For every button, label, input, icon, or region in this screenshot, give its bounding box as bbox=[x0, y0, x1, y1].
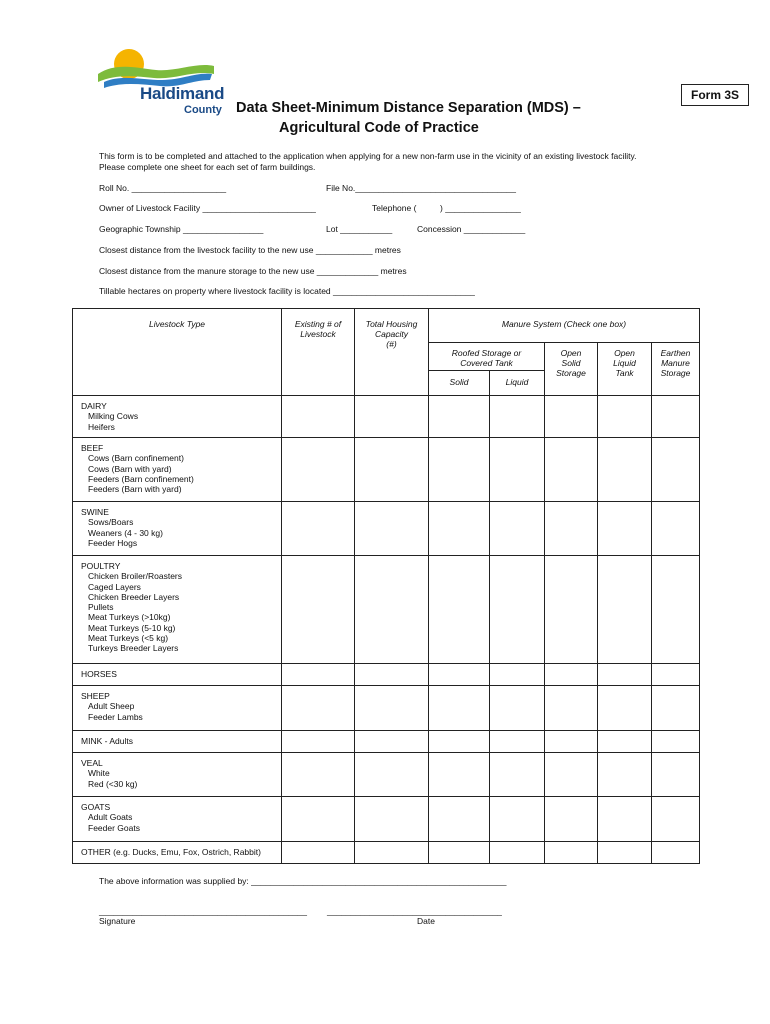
tillable-field[interactable]: Tillable hectares on property where livestock facility is located ______________________________ bbox=[99, 286, 475, 296]
housing-capacity-cell[interactable] bbox=[355, 797, 429, 842]
roofed-solid-checkbox[interactable] bbox=[429, 753, 490, 797]
livestock-subtype: Feeder Hogs bbox=[88, 537, 138, 548]
livestock-category: POULTRY bbox=[81, 561, 121, 571]
earthen-storage-checkbox[interactable] bbox=[652, 556, 700, 664]
table-row bbox=[73, 502, 700, 556]
livestock-subtype: Cows (Barn with yard) bbox=[88, 463, 172, 474]
roofed-liquid-checkbox[interactable] bbox=[490, 438, 545, 502]
open-liquid-checkbox[interactable] bbox=[598, 686, 652, 731]
table-row bbox=[73, 753, 700, 797]
page-title-line1: Data Sheet-Minimum Distance Separation (MDS) – bbox=[236, 100, 581, 116]
open-liquid-checkbox[interactable] bbox=[598, 753, 652, 797]
table-row bbox=[73, 797, 700, 842]
closest-facility-field[interactable]: Closest distance from the livestock facility to the new use ____________ metres bbox=[99, 245, 401, 255]
existing-count-cell[interactable] bbox=[282, 664, 355, 686]
livestock-category-cell bbox=[73, 438, 282, 502]
livestock-category-cell bbox=[73, 556, 282, 664]
open-solid-checkbox[interactable] bbox=[545, 753, 598, 797]
roofed-solid-checkbox[interactable] bbox=[429, 731, 490, 753]
table-row bbox=[73, 556, 700, 664]
township-field[interactable]: Geographic Township _________________ bbox=[99, 224, 264, 234]
roofed-liquid-checkbox[interactable] bbox=[490, 396, 545, 438]
livestock-subtype: Cows (Barn confinement) bbox=[88, 453, 184, 464]
roofed-liquid-checkbox[interactable] bbox=[490, 753, 545, 797]
header-open-solid: Open Solid Storage bbox=[545, 343, 598, 396]
roofed-solid-checkbox[interactable] bbox=[429, 438, 490, 502]
livestock-category-cell bbox=[73, 842, 282, 864]
header-manure-system: Manure System (Check one box) bbox=[429, 309, 700, 343]
livestock-category: SHEEP bbox=[81, 691, 110, 701]
header-open-liquid: Open Liquid Tank bbox=[598, 343, 652, 396]
earthen-storage-checkbox[interactable] bbox=[652, 686, 700, 731]
table-row bbox=[73, 396, 700, 438]
open-liquid-checkbox[interactable] bbox=[598, 797, 652, 842]
livestock-category-cell bbox=[73, 664, 282, 686]
open-liquid-checkbox[interactable] bbox=[598, 556, 652, 664]
roofed-solid-checkbox[interactable] bbox=[429, 396, 490, 438]
housing-capacity-cell[interactable] bbox=[355, 686, 429, 731]
open-solid-checkbox[interactable] bbox=[545, 438, 598, 502]
table-row bbox=[73, 731, 700, 753]
roofed-liquid-checkbox[interactable] bbox=[490, 556, 545, 664]
earthen-storage-checkbox[interactable] bbox=[652, 753, 700, 797]
open-liquid-checkbox[interactable] bbox=[598, 438, 652, 502]
header-housing-capacity: Total Housing Capacity (#) bbox=[355, 309, 429, 396]
livestock-category-cell bbox=[73, 686, 282, 731]
livestock-table bbox=[72, 308, 700, 864]
livestock-subtype: Feeders (Barn confinement) bbox=[88, 473, 194, 484]
open-solid-checkbox[interactable] bbox=[545, 797, 598, 842]
header-earthen: Earthen Manure Storage bbox=[652, 343, 700, 396]
existing-count-cell[interactable] bbox=[282, 797, 355, 842]
table-row bbox=[73, 842, 700, 864]
open-solid-checkbox[interactable] bbox=[545, 731, 598, 753]
livestock-subtype: Meat Turkeys (>10kg) bbox=[88, 612, 171, 623]
livestock-subtype: Feeder Goats bbox=[88, 822, 140, 833]
housing-capacity-cell[interactable] bbox=[355, 664, 429, 686]
livestock-category: OTHER (e.g. Ducks, Emu, Fox, Ostrich, Rabbit) bbox=[81, 847, 261, 857]
existing-count-cell[interactable] bbox=[282, 686, 355, 731]
form-id-box: Form 3S bbox=[681, 84, 749, 106]
housing-capacity-cell[interactable] bbox=[355, 556, 429, 664]
livestock-subtype: Meat Turkeys (5-10 kg) bbox=[88, 622, 176, 633]
roofed-solid-checkbox[interactable] bbox=[429, 686, 490, 731]
housing-capacity-cell[interactable] bbox=[355, 753, 429, 797]
livestock-subtype: Caged Layers bbox=[88, 581, 141, 592]
roofed-liquid-checkbox[interactable] bbox=[490, 664, 545, 686]
livestock-category: MINK - Adults bbox=[81, 736, 133, 746]
housing-capacity-cell[interactable] bbox=[355, 396, 429, 438]
livestock-category: DAIRY bbox=[81, 401, 107, 411]
page-title-line2: Agricultural Code of Practice bbox=[279, 120, 479, 136]
open-solid-checkbox[interactable] bbox=[545, 842, 598, 864]
livestock-subtype: Chicken Breeder Layers bbox=[88, 591, 180, 602]
open-solid-checkbox[interactable] bbox=[545, 686, 598, 731]
livestock-subtype: Meat Turkeys (<5 kg) bbox=[88, 633, 169, 644]
livestock-category: HORSES bbox=[81, 669, 117, 679]
roofed-liquid-checkbox[interactable] bbox=[490, 842, 545, 864]
housing-capacity-cell[interactable] bbox=[355, 731, 429, 753]
header-solid: Solid bbox=[429, 371, 490, 396]
table-row bbox=[73, 438, 700, 502]
livestock-subtype: Chicken Broiler/Roasters bbox=[88, 571, 183, 582]
roofed-liquid-checkbox[interactable] bbox=[490, 686, 545, 731]
livestock-category-cell bbox=[73, 797, 282, 842]
livestock-subtype: Red (<30 kg) bbox=[88, 778, 138, 789]
livestock-subtype: Adult Goats bbox=[88, 812, 133, 823]
date-label: Date bbox=[417, 916, 435, 926]
earthen-storage-checkbox[interactable] bbox=[652, 664, 700, 686]
roofed-liquid-checkbox[interactable] bbox=[490, 502, 545, 556]
earthen-storage-checkbox[interactable] bbox=[652, 438, 700, 502]
open-liquid-checkbox[interactable] bbox=[598, 502, 652, 556]
closest-manure-field[interactable]: Closest distance from the manure storage to the new use _____________ metres bbox=[99, 266, 407, 276]
header-liquid: Liquid bbox=[490, 371, 545, 396]
existing-count-cell[interactable] bbox=[282, 396, 355, 438]
open-solid-checkbox[interactable] bbox=[545, 396, 598, 438]
existing-count-cell[interactable] bbox=[282, 753, 355, 797]
concession-field[interactable]: Concession _____________ bbox=[417, 224, 526, 234]
header-livestock-type: Livestock Type bbox=[73, 309, 282, 396]
earthen-storage-checkbox[interactable] bbox=[652, 842, 700, 864]
livestock-subtype: Pullets bbox=[88, 602, 114, 613]
header-roofed-storage: Roofed Storage or Covered Tank bbox=[429, 343, 545, 371]
housing-capacity-cell[interactable] bbox=[355, 438, 429, 502]
roofed-liquid-checkbox[interactable] bbox=[490, 797, 545, 842]
file-number-field[interactable]: File No.__________________________________ bbox=[326, 183, 517, 193]
open-liquid-checkbox[interactable] bbox=[598, 664, 652, 686]
roofed-solid-checkbox[interactable] bbox=[429, 502, 490, 556]
livestock-category: GOATS bbox=[81, 802, 111, 812]
livestock-subtype: White bbox=[88, 768, 110, 779]
brand-sub: County bbox=[184, 104, 222, 116]
housing-capacity-cell[interactable] bbox=[355, 502, 429, 556]
signature-label: Signature bbox=[99, 916, 136, 926]
open-liquid-checkbox[interactable] bbox=[598, 396, 652, 438]
earthen-storage-checkbox[interactable] bbox=[652, 396, 700, 438]
livestock-category: BEEF bbox=[81, 443, 104, 453]
table-row bbox=[73, 664, 700, 686]
roll-number-field[interactable]: Roll No. ____________________ bbox=[99, 183, 227, 193]
existing-count-cell[interactable] bbox=[282, 842, 355, 864]
header-existing: Existing # of Livestock bbox=[282, 309, 355, 396]
open-solid-checkbox[interactable] bbox=[545, 502, 598, 556]
livestock-category: VEAL bbox=[81, 758, 103, 768]
livestock-subtype: Heifers bbox=[88, 421, 115, 432]
existing-count-cell[interactable] bbox=[282, 438, 355, 502]
existing-count-cell[interactable] bbox=[282, 502, 355, 556]
supplied-by-field[interactable]: The above information was supplied by: ______________________________________________________ bbox=[99, 876, 507, 886]
open-liquid-checkbox[interactable] bbox=[598, 731, 652, 753]
livestock-subtype: Sows/Boars bbox=[88, 517, 134, 528]
existing-count-cell[interactable] bbox=[282, 556, 355, 664]
lot-field[interactable]: Lot ___________ bbox=[326, 224, 393, 234]
livestock-category: SWINE bbox=[81, 507, 109, 517]
livestock-category-cell bbox=[73, 731, 282, 753]
existing-count-cell[interactable] bbox=[282, 731, 355, 753]
intro-line2: Please complete one sheet for each set of farm buildings. bbox=[99, 162, 316, 172]
livestock-subtype: Weaners (4 - 30 kg) bbox=[88, 527, 163, 538]
date-line[interactable]: _____________________________________ bbox=[327, 906, 502, 916]
roofed-liquid-checkbox[interactable] bbox=[490, 731, 545, 753]
livestock-subtype: Adult Sheep bbox=[88, 701, 135, 712]
intro-line1: This form is to be completed and attached to the application when applying for a new non-farm use in the vicinity of an existing livestock facility. bbox=[99, 151, 637, 161]
roofed-solid-checkbox[interactable] bbox=[429, 664, 490, 686]
housing-capacity-cell[interactable] bbox=[355, 842, 429, 864]
earthen-storage-checkbox[interactable] bbox=[652, 731, 700, 753]
livestock-subtype: Turkeys Breeder Layers bbox=[88, 643, 179, 654]
open-liquid-checkbox[interactable] bbox=[598, 842, 652, 864]
earthen-storage-checkbox[interactable] bbox=[652, 797, 700, 842]
livestock-category-cell bbox=[73, 502, 282, 556]
livestock-category-cell bbox=[73, 753, 282, 797]
livestock-category-cell bbox=[73, 396, 282, 438]
roofed-solid-checkbox[interactable] bbox=[429, 842, 490, 864]
livestock-subtype: Milking Cows bbox=[88, 411, 139, 422]
open-solid-checkbox[interactable] bbox=[545, 556, 598, 664]
signature-line[interactable]: ____________________________________________ bbox=[99, 906, 308, 916]
livestock-subtype: Feeder Lambs bbox=[88, 711, 143, 722]
telephone-field[interactable]: Telephone ( ) ________________ bbox=[372, 203, 521, 213]
livestock-subtype: Feeders (Barn with yard) bbox=[88, 484, 182, 495]
table-row bbox=[73, 686, 700, 731]
owner-field[interactable]: Owner of Livestock Facility ________________________ bbox=[99, 203, 316, 213]
brand-name: Haldimand bbox=[140, 84, 225, 103]
roofed-solid-checkbox[interactable] bbox=[429, 556, 490, 664]
earthen-storage-checkbox[interactable] bbox=[652, 502, 700, 556]
roofed-solid-checkbox[interactable] bbox=[429, 797, 490, 842]
open-solid-checkbox[interactable] bbox=[545, 664, 598, 686]
